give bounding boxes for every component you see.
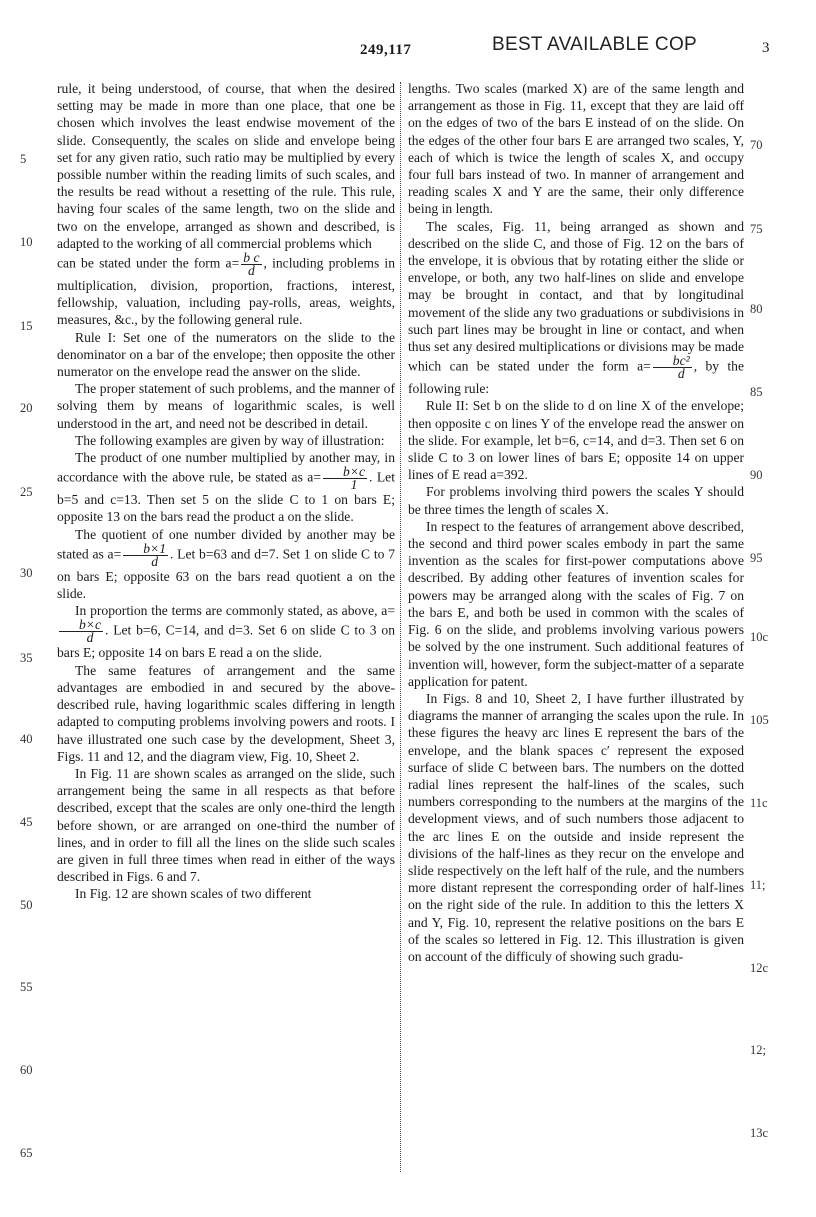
fraction-numerator: b×1	[123, 543, 168, 556]
paragraph: For problems involving third powers the scales Y should be three times the length of scales X.	[408, 484, 744, 517]
line-number: 85	[750, 385, 763, 399]
paragraph: lengths. Two scales (marked X) are of the same length and arrangement as those in Fig. 11, except that they are laid off on the edges of two of the bars E instead of on the slide. On the edges of the other four bars E are arranged two scales, Y, each of which is twice the length of scales X, and occupy four full bars instead of two. In manner of arrangement and reading scales X and Y are the same, their only difference being in length.	[408, 81, 744, 217]
fraction-numerator: bc²	[653, 355, 692, 368]
paragraph	[57, 602, 395, 661]
stamp-tail: 3	[762, 40, 770, 56]
line-number: 75	[750, 222, 763, 236]
paragraph: In Fig. 12 are shown scales of two different	[75, 886, 312, 902]
line-number: 55	[20, 980, 33, 994]
fraction-denominator: d	[677, 366, 685, 382]
fraction	[323, 466, 367, 491]
text-run: . Let b=5 and c=13. Then set 5 on the slide C to 1 on bars E; opposite 13 on the bars read the product a on the slide.	[57, 469, 395, 525]
rule-one: Rule I: Set one of the numerators on the slide to the denominator on a bar of the envelope; then opposite the other numerator on the envelope read the answer on the slide.	[57, 329, 395, 380]
paragraph	[57, 526, 395, 603]
line-number: 45	[20, 815, 33, 829]
fraction	[241, 252, 261, 277]
line-number: 11c	[750, 796, 768, 810]
line-number: 30	[20, 566, 33, 580]
text-run: In proportion the terms are commonly stated, as above, a=	[75, 603, 395, 619]
left-column	[57, 80, 395, 903]
line-number: 90	[750, 468, 763, 482]
fraction-denominator: d	[151, 553, 159, 569]
line-number: 50	[20, 898, 33, 912]
text-run: , by the following rule:	[408, 358, 744, 397]
line-number: 5	[20, 152, 27, 166]
line-number: 25	[20, 485, 33, 499]
best-available-copy-stamp: BEST AVAILABLE COP	[492, 34, 697, 55]
line-number: 105	[750, 713, 769, 727]
fraction-denominator: d	[247, 263, 255, 279]
line-number: 35	[20, 651, 33, 665]
right-column	[408, 80, 744, 965]
line-number: 95	[750, 551, 763, 565]
paragraph: The following examples are given by way of illustration:	[75, 432, 385, 448]
column-divider	[400, 82, 401, 1172]
fraction-numerator: b×c	[59, 619, 103, 632]
paragraph: In Fig. 11 are shown scales as arranged on the slide, such arrangement being the same in all respects as that before described, except that the scales are only one-third the length before shown, or are arranged on one-third the number of lines, and in order to fill all the lines on the slide such scales are given in full three times when read in either of the ways described in Figs. 6 and 7.	[57, 765, 395, 885]
line-number: 10	[20, 235, 33, 249]
line-number: 13c	[750, 1126, 769, 1140]
paragraph	[57, 252, 395, 329]
text-run: The scales, Fig. 11, being arranged as shown and described on the slide C, and those of Fig. 12 on the bars of the envelope, it is obvious that by rotating either the slide or envelope, or both, any two half-lines on slide and envelope may be brought in contact, and that by longitudinal movement of the slide any two graduations or subdivisions in such part lines may be brought in line or contact, and when thus set any desired multiplications or divisions may be made which can be stated under the form a=	[408, 218, 744, 374]
line-number: 60	[20, 1063, 33, 1077]
text-run: The quotient of one number divided by another may be stated as a=	[57, 526, 395, 562]
paragraph	[57, 449, 395, 526]
patent-number: 249,117	[360, 42, 412, 58]
paragraph: The same features of arrangement and the same advantages are embodied in and secured by the above-described rule, having logarithmic scales differing in length adapted to computing problems involving powers and roots. I have illustrated one such case by the development, Sheet 3, Figs. 11 and 12, and the diagram view, Fig. 10, Sheet 2.	[57, 662, 395, 764]
line-number: 80	[750, 302, 763, 316]
fraction	[59, 619, 103, 644]
fraction-numerator: b c	[243, 250, 260, 266]
paragraph: The proper statement of such problems, and the manner of solving them by means of logarithmic scales, is well understood in the art, and need not be described in detail.	[57, 381, 395, 431]
fraction-denominator: 1	[350, 477, 358, 493]
line-number: 10c	[750, 630, 769, 644]
paragraph: In respect to the features of arrangement above described, the second and third power scales embody in part the same invention as the scales for first-power computations above described. By adding other features of invention scales for powers may be arranged along with the scales of Fig. 7 on the bars E, and both be used in common with the scales of Fig. 6 on the slide, and problems involving various powers be solved by the one instrument. Such additional features of invention will, however, form the subject-matter of a separate application for patent.	[408, 518, 744, 689]
line-number: 12;	[750, 1043, 766, 1057]
rule-two: Rule II: Set b on the slide to d on line X of the envelope; then opposite c on lines Y of the envelope read the answer on the slide. For example, let b=6, c=14, and d=3. Then set 6 on slide C to 3 on lower lines of bars E; opposite 14 on upper lines of E read a=392.	[408, 398, 744, 483]
line-number: 15	[20, 319, 33, 333]
line-number: 12c	[750, 961, 769, 975]
fraction	[653, 355, 692, 380]
fraction-denominator: d	[86, 630, 94, 646]
line-number: 65	[20, 1146, 33, 1160]
text-run: . Let b=63 and d=7. Set 1 on slide C to 7 on bars E; opposite 63 on the bars read quotient a on the slide.	[57, 546, 395, 602]
paragraph: In Figs. 8 and 10, Sheet 2, I have further illustrated by diagrams the manner of arranging the scales upon the rule. In these figures the heavy arc lines E represent the bars of the envelope, and the blank spaces c′ represent the exposed surface of slide C between bars. The numbers on the dotted radial lines represent the half-lines of the scales, such numbers corresponding to the numbers at the margins of the development views, and of such numbers those adjacent to the arc lines E on the outside and inside represent the divisions of the half-lines as they recur on the envelope and slide respectively on the left half of the rule, and the numbers more distant represent the corresponding order of half-lines on the right side of the rule. In addition to this the letters X and Y, Fig. 10, represent the relative positions on the bars E of the scales so lettered in Fig. 12. This illustration is given on account of the difficuly of showing such gradu-	[408, 690, 744, 964]
line-number: 40	[20, 732, 33, 746]
fraction	[123, 540, 168, 569]
paragraph	[408, 218, 744, 398]
paragraph: rule, it being understood, of course, that when the desired setting may be made in more than one place, that one be chosen which involves the least endwise movement of the slide. Consequently, the scales on slide and envelope being set for any given ratio, such ratio may be multiplied by every possible number within the reading limits of such scales, and the results be read without a resetting of the rule. This rule, having four scales of the same length, two on the slide and two on the envelope, arranged as shown and described, is adapted to the working of all commercial problems which	[57, 81, 395, 251]
fraction-numerator: b×c	[323, 466, 367, 479]
line-number: 11;	[750, 878, 766, 892]
text-run: , including problems in multiplication, division, proportion, fractions, interest, fellowship, valuation, including pay-rolls, areas, weights, measures, &c., by the following general rule.	[57, 255, 395, 328]
line-number: 70	[750, 138, 763, 152]
line-number: 20	[20, 401, 33, 415]
text-run: The product of one number multiplied by another may, in accordance with the above rule, be stated as a=	[57, 450, 395, 485]
text-run: can be stated under the form a=	[57, 255, 240, 271]
text-run: . Let b=6, C=14, and d=3. Set 6 on slide C to 3 on bars E; opposite 14 on bars E read a on the slide.	[57, 623, 395, 661]
